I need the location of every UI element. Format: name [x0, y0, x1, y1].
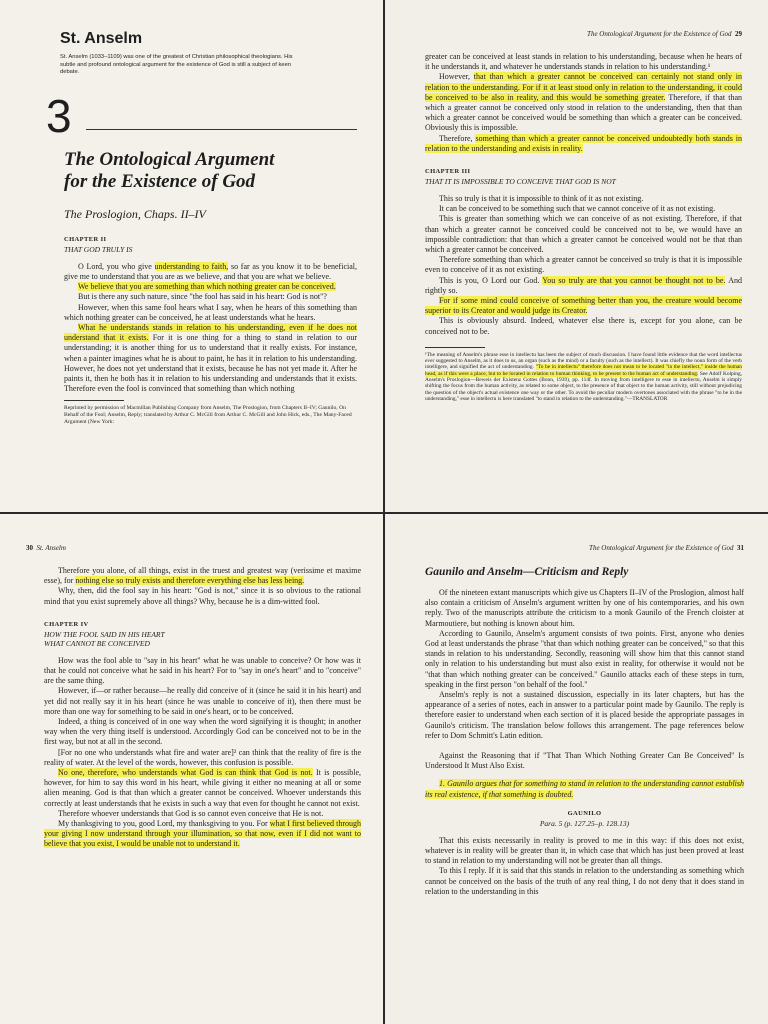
- paragraph: According to Gaunilo, Anselm's argument consists of two points. First, anyone who denies God at least understands the phrase "that than which nothing greater can be conceived," so that this stands in relation to his understanding. Secondly, reasoning will show him that this cannot stand only in relation to his understanding but must also exist in reality, for otherwise it would not be "that than which nothing greater can be conceived." Gaunilo attacks each of these steps in turn, speaking in the first person "on behalf of the fool.": [425, 628, 744, 689]
- chapter-number: 3: [46, 89, 72, 142]
- chapter-4-text: [44, 656, 361, 850]
- author-label: GAUNILO: [567, 809, 602, 817]
- paragraph: That this exists necessarily in reality is proved to me in this way: if this does not exist, whatever is in reality will be greater than it, in which case that which has just been proved at least to stand in relation to my understanding will not be greater than all things.: [425, 835, 744, 866]
- page-number: 31: [737, 544, 744, 552]
- paragraph: Therefore you alone, of all things, exist in the truest and greatest way (verissime et maxime esse), for nothing else so truly exists and therefore everything else has less being.: [44, 566, 361, 586]
- paragraph: It can be conceived to be something such that we cannot conceive of it as not existing.: [439, 204, 716, 214]
- highlighted-text: what I first believed through your giving I now understand through your illumination, so that now, even if I did not want to believe that you exist, I would be unable not to understand it.: [44, 819, 362, 849]
- chapter-label: CHAPTER IV: [44, 620, 89, 628]
- page-number: 30: [26, 544, 33, 552]
- footnote: ¹The meaning of Anselm's phrase esse in intellectu has been the subject of much discussion. I have found little evidence that the word intellectus ever suggested to Anselm, as it does to us, an organ (such as the mind) or a faculty (such as the intellect). It was chiefly the noun form of the verb intelligere, and signified the act of understanding. "To be in intellectu" therefore does not mean to be located "in the intellect," inside the human head, as if this were a place, but to be located in relation to human thinking, to be present to the human act of understanding. See Adolf Kolping, Anselm's Proslogion—Beweis der Existenz Gottes (Bonn, 1939), pp. 114f. In moving from intelligere to esse in intellectu, Anselm is simply shifting the focus from the human activity, as related to some object, to the presence of that object to the human activity, still without prejudicing the question of the object's actual existence one way or the other. To avoid the peculiar modern overtones associated with the phrase "to be in the understanding," esse in intellectu is here translated "to stand in relation to the understanding."—TRANSLATOR: [425, 351, 742, 402]
- highlighted-text: "To be in intellectu" therefore does not mean to be located "in the intellect," inside the human head, as if this were a place, but to be located in relation to human thinking, to be present to the human act of understanding.: [425, 364, 742, 377]
- paragraph: Therefore, something than which a greater cannot be conceived undoubtedly both stands in relation to the understanding and exists in reality.: [425, 133, 743, 153]
- chapter-rule: [86, 129, 357, 130]
- paragraph: [64, 282, 357, 292]
- criticism-point: [425, 779, 744, 799]
- chapter-heading: THAT IT IS IMPOSSIBLE TO CONCEIVE THAT GOD IS NOT: [425, 177, 616, 187]
- highlighted-text: No one, therefore, who understands what God is can think that God is not.: [58, 768, 313, 778]
- highlighted-text: that than which a greater cannot be conceived can certainly not stand only in relation to the understanding. For if it at least stood only in relation to the understanding, it could be conceived to be also in reality, and this would be something greater.: [425, 72, 743, 102]
- paragraph: But is there any such nature, since "the fool has said in his heart: God is not"?: [78, 292, 327, 302]
- chapter-heading: HOW THE FOOL SAID IN HIS HEART WHAT CANNOT BE CONCEIVED: [44, 629, 165, 648]
- page-number: 29: [735, 30, 742, 38]
- chapter-title-line-2: for the Existence of God: [64, 170, 256, 192]
- paragraph: greater can be conceived at least stands in relation to his understanding, because when he hears of it he understands it, and whatever he understands stands in relation to his understanding.¹: [425, 52, 742, 72]
- paragraph: Of the nineteen extant manuscripts which give us Chapters II–IV of the Proslogion, almost half also contain a criticism of Anselm's argument written by one of his contemporaries, and his own reply. Two of the manuscripts attribute the criticism to a monk Gaunilo of the French cloister at Marmoutiere, but nothing is known about him.: [425, 588, 744, 628]
- paragraph: Indeed, a thing is conceived of in one way when the word signifying it is thought; in another way when the very thing itself is understood. Accordingly God can be conceived not to be in the first way, but not at all in the second.: [44, 717, 361, 747]
- chapter-label: CHAPTER III: [425, 168, 471, 176]
- paragraph: Anselm's reply is not a sustained discussion, especially in its later chapters, but has the appearance of a series of notes, each in answer to a particular point made by Gaunilo. The reply is therefore easier to understand when each section of it is placed beside the appropriate passages in Gaunilo's criticism. The translation below follows this arrangement. The page references below refer to Dom Schmitt's Latin edition.: [425, 690, 744, 740]
- gaunilo-text: [425, 836, 744, 897]
- author-bio: St. Anselm (1033–1109) was one of the greatest of Christian philosophical theologians. His subtle and profound ontological argument for the existence of God is still a subject of keen debate.: [60, 54, 293, 76]
- paragraph: To this I reply. If it is said that this stands in relation to the understanding as something which cannot be conceived on the basis of the truth of any real thing, I do not deny that it does stand in relation to the understanding in this: [425, 866, 744, 896]
- paragraph: However, when this same fool hears what I say, when he hears of this something than which nothing greater can be conceived, he at least understands what he hears.: [64, 302, 357, 322]
- credit-rule: [64, 400, 124, 401]
- paragraph: [425, 779, 744, 799]
- highlighted-text: understanding to faith,: [154, 261, 229, 271]
- paragraph: O Lord, you who give understanding to faith, so far as you know it to be beneficial, give me to understand that you are as we believe, and that you are what we believe.: [64, 261, 357, 281]
- permission-credit: Reprinted by permission of Macmillan Publishing Company from Anselm, The Proslogion, from Chapters II–IV; Gaunilo, On Behalf of the Fool; Anselm, Reply; translated by Arthur C. McGill from Arthur C. McGill and John Hick, eds., The Many-Faced Argument (New York:: [64, 405, 352, 425]
- chapter-heading: THAT GOD TRULY IS: [64, 244, 133, 254]
- paragraph: However, that than which a greater cannot be conceived can certainly not stand only in relation to the understanding. For if it at least stood only in relation to the understanding, it could be conceived to be also in reality, and this would be something greater. Therefore, if that than which a greater cannot be conceived only stood in relation to the understanding, then that than which a greater cannot be conceived would be something than which a greater can be conceived. Obviously this is impossible.: [425, 72, 743, 133]
- highlighted-text: For if some mind could conceive of something better than you, the creature would become superior to its Creator and would judge its Creator.: [425, 296, 742, 316]
- paragraph: [For no one who understands what fire and water are]² can think that the reality of fire is the reality of water. At the level of the words, however, this confusion is possible.: [44, 747, 361, 767]
- page-30: [0, 514, 383, 1024]
- paragraph: Against the Reasoning that if "That Than Which Nothing Greater Can Be Conceived" Is Understood It Must Also Exist.: [425, 751, 744, 771]
- highlighted-text: You so truly are that you cannot be thought not to be.: [542, 275, 726, 285]
- paragraph: This is greater than something which we can conceive of as not existing. Therefore, if that than which a greater cannot be conceived could be conceived not to be, we would have an impossible contradiction: that than which a greater cannot be conceived would not be that than which a greater cannot be conceived.: [425, 214, 742, 255]
- running-head: The Ontological Argument for the Existence of God 31: [589, 544, 744, 552]
- paragraph: Therefore something than which a greater cannot be conceived so truly is that it is impossible even to conceive of it as not existing.: [425, 255, 742, 275]
- chapter-title-line-1: The Ontological Argument: [64, 148, 275, 170]
- paragraph: Therefore whoever understands that God is so cannot even conceive that He is not.: [58, 808, 324, 818]
- chapter-number-row: [46, 91, 357, 141]
- criticism-heading: [425, 751, 744, 771]
- highlighted-text: something than which a greater cannot be conceived undoubtedly both stands in relation to the understanding and exists in reality.: [425, 133, 743, 153]
- page-28: [0, 0, 383, 512]
- paragraph: How was the fool able to "say in his heart" what he was unable to conceive? Or how was it that he could not conceive what he said in his heart? For to "say in one's heart" and to "conceive" are the same thing.: [44, 655, 361, 686]
- page-29: [385, 0, 768, 512]
- paragraph: No one, therefore, who understands what God is can think that God is not. It is possible, however, for him to say this word in his heart, while giving it either no meaning at all or some alien meaning. God is that than which a greater cannot be conceived. Whoever understands this correctly at least understands that he exists in such a way that even for thought he cannot not exist.: [44, 768, 361, 808]
- paragraph: This is you, O Lord our God. You so truly are that you cannot be thought not to be. And rightly so.: [425, 275, 742, 295]
- highlighted-text: 1. Gaunilo argues that for something to stand in relation to the understanding cannot establish its real existence, if that something is doubted.: [425, 779, 744, 799]
- page-31: [385, 514, 768, 1024]
- paragraph: Why, then, did the fool say in his heart: "God is not," since it is so obvious to the rational mind that you exist supremely above all things? Why, because he is a dim-witted fool.: [44, 586, 361, 606]
- intro-text: [425, 588, 744, 741]
- paragraph: My thanksgiving to you, good Lord, my thanksgiving to you. For what I first believed through your giving I now understand through your illumination, so that now, even if I did not want to believe that you exist, I would be unable not to understand it.: [44, 819, 362, 849]
- chapter-title: [64, 149, 357, 193]
- section-title: Gaunilo and Anselm—Criticism and Reply: [425, 566, 629, 578]
- paragraph: This so truly is that it is impossible to think of it as not existing.: [439, 194, 644, 204]
- subtitle: The Proslogion, Chaps. II–IV: [64, 206, 206, 221]
- paragraph: However, if—or rather because—he really did conceive of it (since he said it in his heart) and yet did not really say it in his heart (since he was unable to conceive of it), then there must be more than one way for something to be said in one's heart, or to be conceived.: [44, 686, 361, 716]
- running-head: 30 St. Anselm: [26, 544, 66, 552]
- author-name: St. Anselm: [60, 30, 143, 47]
- highlighted-text: We believe that you are something than which nothing greater can be conceived.: [78, 282, 336, 292]
- highlighted-text: What he understands stands in relation to his understanding, even if he does not understand that it exists.: [64, 323, 357, 343]
- reference: Para. 5 (p. 127.25–p. 128.13): [539, 818, 630, 828]
- chapter-3-text: [425, 194, 742, 337]
- footnote-rule: [425, 347, 485, 348]
- paragraph: What he understands stands in relation to his understanding, even if he does not understand that it exists. For it is one thing for a thing to stand in relation to our understanding; it is another thing for us to understand that it really exists. For instance, when a painter imagines what he is about to paint, he has it in relation to his understanding. However, he does not yet understand that it exists, because he has not yet made it. After he paints it, then he both has it in relation to his understanding and understands that it exists. Therefore even the fool is convinced that something than which nothing: [64, 323, 358, 394]
- chapter-2-text: [64, 262, 357, 395]
- chapter-label: CHAPTER II: [64, 235, 107, 243]
- chapter-3-continued: [44, 566, 361, 607]
- chapter-2-continued: [425, 52, 742, 154]
- paragraph: [425, 296, 742, 316]
- paragraph: This is obviously absurd. Indeed, whatever else there is, except for you alone, can be conceived not to be.: [425, 316, 742, 336]
- highlighted-text: nothing else so truly exists and therefore everything else has less being.: [75, 576, 305, 586]
- running-head: The Ontological Argument for the Existence of God 29: [587, 30, 742, 38]
